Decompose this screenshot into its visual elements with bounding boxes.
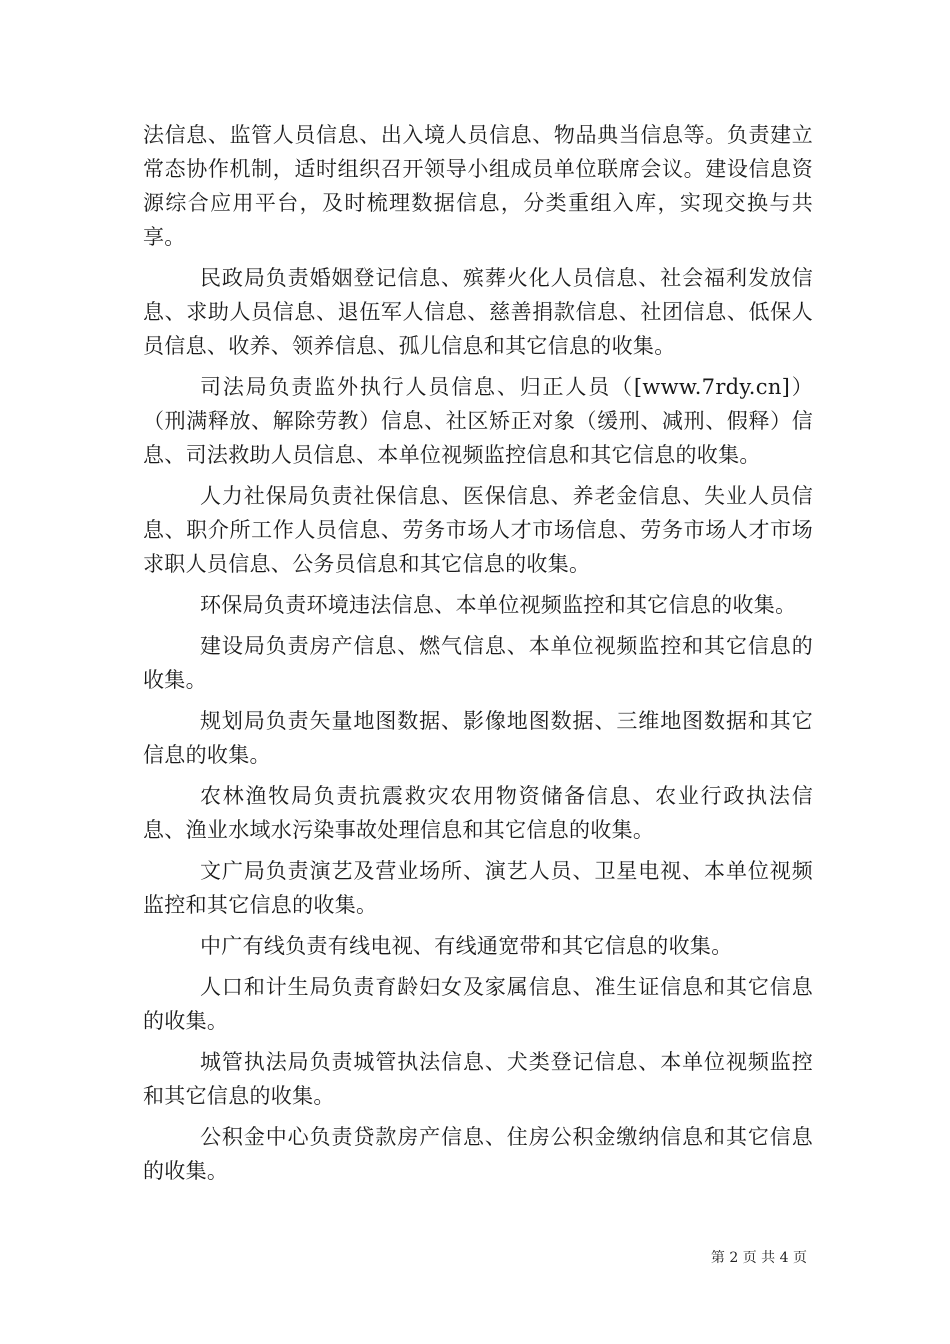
paragraph-housing-fund: 公积金中心负责贷款房产信息、住房公积金缴纳信息和其它信息的收集。 bbox=[143, 1125, 813, 1183]
paragraph-environment: 环保局负责环境违法信息、本单位视频监控和其它信息的收集。 bbox=[200, 593, 797, 617]
paragraph-human-resources: 人力社保局负责社保信息、医保信息、养老金信息、失业人员信息、职介所工作人员信息、劳务市场人才市场信息、劳务市场人才市场求职人员信息、公务员信息和其它信息的收集。 bbox=[143, 484, 813, 576]
paragraph-cable-tv: 中广有线负责有线电视、有线通宽带和其它信息的收集。 bbox=[200, 934, 733, 958]
paragraph-culture-broadcast: 文广局负责演艺及营业场所、演艺人员、卫星电视、本单位视频监控和其它信息的收集。 bbox=[143, 859, 813, 917]
document-body bbox=[143, 118, 813, 1188]
paragraph-justice: 司法局负责监外执行人员信息、归正人员（[www.7rdy.cn]）（刑满释放、解除劳教）信息、社区矫正对象（缓刑、减刑、假释）信息、司法救助人员信息、本单位视频监控信息和其它信息的收集。 bbox=[143, 375, 813, 467]
paragraph-continuation: 法信息、监管人员信息、出入境人员信息、物品典当信息等。负责建立常态协作机制，适时组织召开领导小组成员单位联席会议。建设信息资源综合应用平台，及时梳理数据信息，分类重组入库，实现交换与共享。 bbox=[143, 123, 813, 249]
paragraph-construction: 建设局负责房产信息、燃气信息、本单位视频监控和其它信息的收集。 bbox=[143, 634, 813, 692]
paragraph-agriculture: 农林渔牧局负责抗震救灾农用物资储备信息、农业行政执法信息、渔业水域水污染事故处理信息和其它信息的收集。 bbox=[143, 784, 813, 842]
paragraph-planning: 规划局负责矢量地图数据、影像地图数据、三维地图数据和其它信息的收集。 bbox=[143, 709, 813, 767]
page-number-footer: 第 2 页 共 4 页 bbox=[710, 1250, 807, 1266]
paragraph-urban-management: 城管执法局负责城管执法信息、犬类登记信息、本单位视频监控和其它信息的收集。 bbox=[143, 1050, 813, 1108]
paragraph-civil-affairs: 民政局负责婚姻登记信息、殡葬火化人员信息、社会福利发放信息、求助人员信息、退伍军人信息、慈善捐款信息、社团信息、低保人员信息、收养、领养信息、孤儿信息和其它信息的收集。 bbox=[143, 266, 813, 358]
paragraph-population: 人口和计生局负责育龄妇女及家属信息、准生证信息和其它信息的收集。 bbox=[143, 975, 813, 1033]
